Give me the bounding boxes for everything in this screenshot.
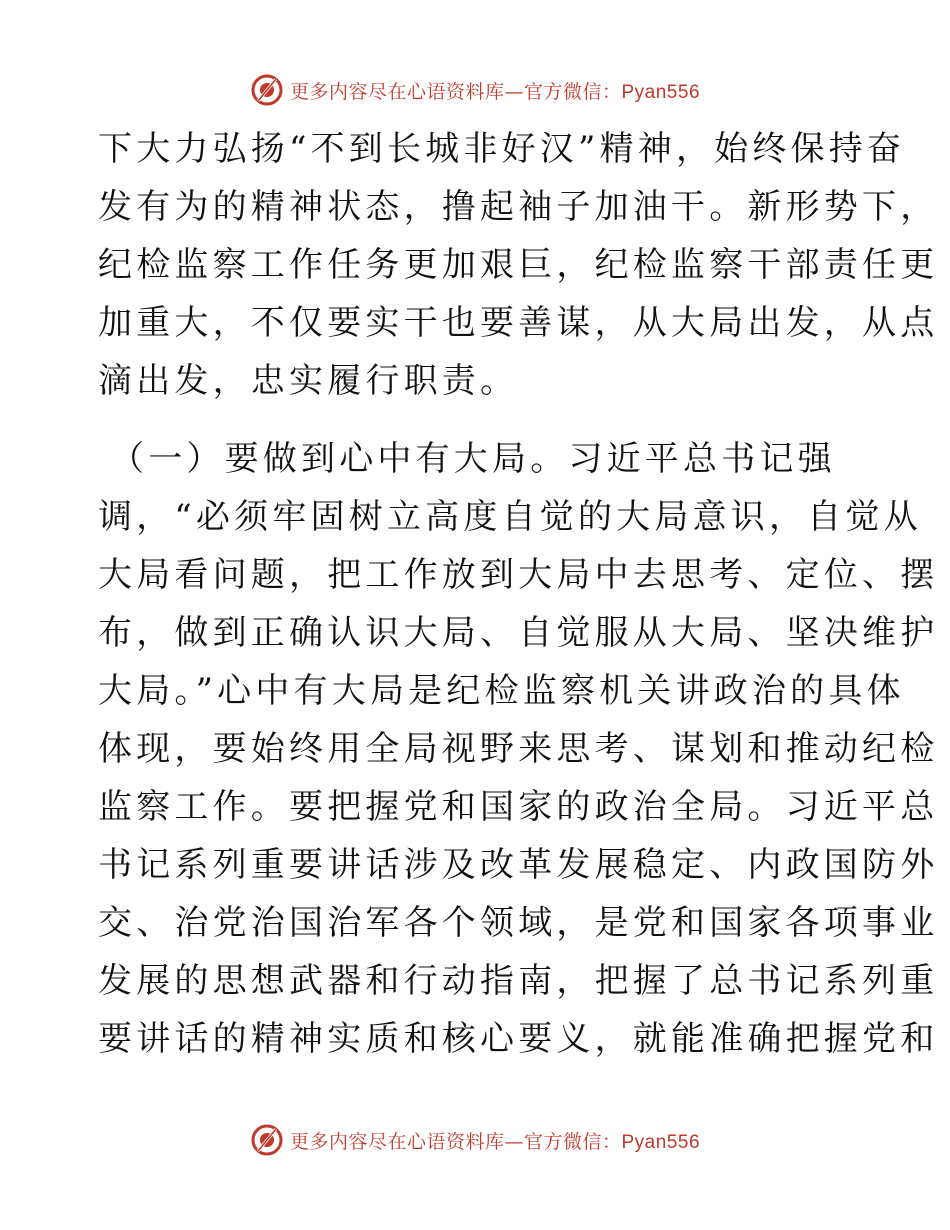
- body-line: 加重大，不仅要实干也要善谋，从大局出发，从点: [98, 303, 939, 343]
- footer-banner-main: 更多内容尽在心语资料库: [289, 1130, 505, 1153]
- footer-banner-separator: —: [504, 1130, 524, 1153]
- document-body: [98, 120, 939, 1068]
- body-line: 布，做到正确认识大局、自觉服从大局、坚决维护: [98, 613, 939, 653]
- body-line: 大局看问题，把工作放到大局中去思考、定位、摆: [98, 555, 939, 595]
- footer-banner-text: [290, 1127, 700, 1154]
- body-line: 监察工作。要把握党和国家的政治全局。习近平总: [98, 787, 939, 827]
- body-line: 发有为的精神状态，撸起袖子加油干。新形势下，: [98, 187, 939, 227]
- brand-logo-icon: [250, 73, 284, 107]
- body-line: 调，“必须牢固树立高度自觉的大局意识，自觉从: [98, 497, 922, 537]
- header-banner-main: 更多内容尽在心语资料库: [289, 80, 505, 103]
- body-line: 体现，要始终用全局视野来思考、谋划和推动纪检: [98, 729, 939, 769]
- body-line: 发展的思想武器和行动指南，把握了总书记系列重: [98, 961, 939, 1001]
- body-line: 交、治党治国治军各个领域，是党和国家各项事业: [98, 903, 939, 943]
- body-line: 书记系列重要讲话涉及改革发展稳定、内政国防外: [98, 845, 939, 885]
- body-line: 要讲话的精神实质和核心要义，就能准确把握党和: [98, 1019, 939, 1059]
- body-line: 大局。”心中有大局是纪检监察机关讲政治的具体: [98, 671, 905, 711]
- brand-logo-icon: [250, 1123, 284, 1157]
- header-banner-wechat: 官方微信：Pyan556: [524, 81, 701, 103]
- footer-banner-wechat: 官方微信：Pyan556: [524, 1131, 701, 1153]
- section-heading-line: （一）要做到心中有大局。习近平总书记强: [110, 439, 836, 479]
- footer-banner: [0, 1120, 950, 1160]
- header-banner: [0, 70, 950, 110]
- header-banner-separator: —: [504, 80, 524, 103]
- header-banner-text: [290, 77, 700, 104]
- body-line: 纪检监察工作任务更加艰巨，纪检监察干部责任更: [98, 245, 939, 285]
- body-line: 滴出发，忠实履行职责。: [98, 361, 519, 401]
- body-line: 下大力弘扬“不到长城非好汉”精神，始终保持奋: [98, 129, 906, 169]
